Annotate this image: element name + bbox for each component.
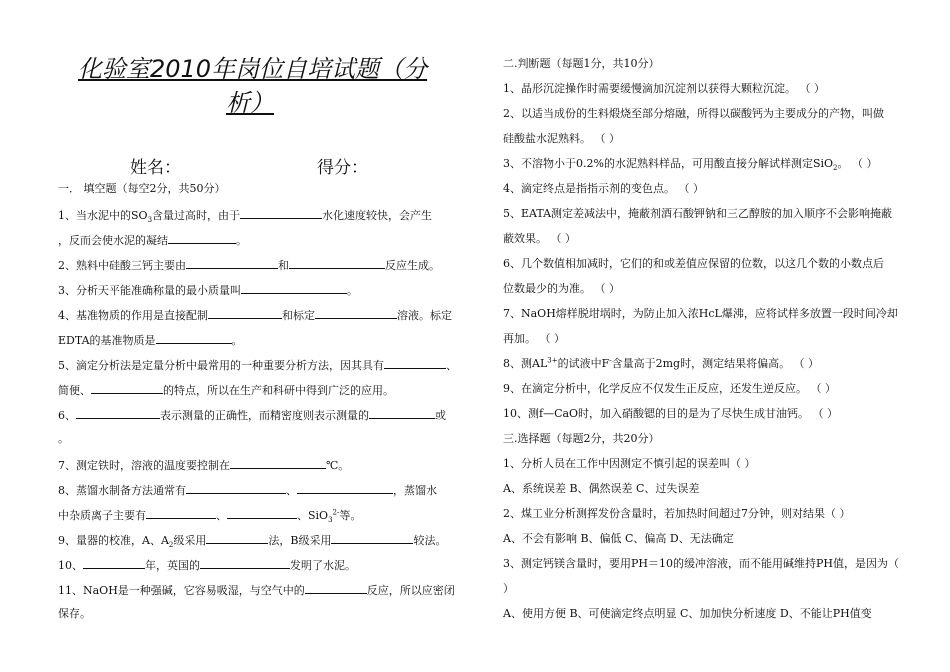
question-2: 2、熟料中硅酸三钙主要由 和 反应生成。	[58, 259, 440, 272]
title-line-1: 化验室2010年岗位自培试题（分	[78, 55, 428, 83]
judge-2-cont: 硅酸盐水泥熟料。 （ ）	[503, 132, 620, 145]
question-6-cont: 。	[58, 432, 69, 445]
judge-1: 1、晶形沉淀操作时需要缓慢滴加沉淀剂以获得大颗粒沉淀。 （ ）	[503, 82, 825, 95]
answer-blank[interactable]	[241, 282, 347, 294]
judge-7-cont: 再加。 （ ）	[503, 332, 565, 345]
answer-blank[interactable]	[146, 507, 216, 519]
judge-10: 10、测f—CaO时，加入硝酸锶的目的是为了尽快生成甘油钙。 （ ）	[503, 407, 839, 420]
score-label: 得分：	[317, 158, 368, 178]
judge-3: 3、不溶物小于0.2%的水泥熟料样品，可用酸直接分解试样测定SiO$_2$。 （ ）	[503, 157, 878, 173]
answer-blank[interactable]	[186, 257, 278, 269]
name-label: 姓名：	[130, 158, 181, 178]
choice-3-options: A、使用方便 B、可使滴定终点明显 C、加加快分析速度 D、不能让PH值变	[503, 607, 872, 620]
section-heading-choice: 三.选择题（每题2分，共20分）	[503, 432, 660, 445]
question-10: 10、 年，英国的 发明了水泥。	[58, 559, 356, 572]
answer-blank[interactable]	[206, 532, 268, 544]
choice-3-cont: ）	[503, 582, 514, 595]
answer-blank[interactable]	[289, 257, 385, 269]
choice-2-options: A、不会有影响 B、偏低 C、偏高 D、无法确定	[503, 532, 734, 545]
question-5: 5、滴定分析法是定量分析中最常用的一种重要分析方法，因其具有 、	[58, 359, 457, 372]
question-8-cont: 中杂质离子主要有 、 、SiO$_3^{2-}$等。	[58, 508, 362, 525]
judge-7: 7、NaOH熔样脱坩埚时，为防止加入浓HcL爆沸，应将试样多放置一段时间冷却	[503, 307, 898, 320]
question-5-cont: 简便、 的特点，所以在生产和科研中得到广泛的应用。	[58, 384, 394, 397]
judge-6-cont: 位数最少的为准。 （ ）	[503, 282, 620, 295]
answer-blank[interactable]	[208, 307, 282, 319]
question-11-cont: 保存。	[58, 607, 91, 620]
answer-blank[interactable]	[186, 482, 286, 494]
answer-blank[interactable]	[369, 407, 435, 419]
question-9: 9、量器的校准，A、$A_2$级采用 法，B级采用 较法。	[58, 534, 447, 550]
choice-1: 1、分析人员在工作中因测定不慎引起的误差叫（ ）	[503, 457, 756, 470]
answer-blank[interactable]	[384, 357, 446, 369]
judge-6: 6、几个数值相加减时，它们的和或差值应保留的位数，以这几个数的小数点后	[503, 257, 884, 270]
answer-blank[interactable]	[200, 557, 290, 569]
question-8: 8、蒸馏水制备方法通常有 、 ，蒸馏水	[58, 484, 437, 497]
title-line-2: 析）	[226, 89, 274, 117]
choice-2: 2、煤工业分析测挥发份含量时，若加热时间超过7分钟，则对结果（ ）	[503, 507, 851, 520]
question-3: 3、分析天平能准确称量的最小质量叫 。	[58, 284, 358, 297]
choice-3: 3、测定钙镁含量时，要用PH＝10的缓冲溶液，而不能用碱维持PH值，是因为（	[503, 557, 899, 570]
section-heading-judge: 二.判断题（每题1分，共10分）	[503, 57, 660, 70]
judge-5-cont: 蔽效果。 （ ）	[503, 232, 576, 245]
section-heading-fill: 一． 填空题（每空2分，共50分）	[58, 182, 226, 195]
question-4: 4、基准物质的作用是直接配制 和标定 溶液。标定	[58, 309, 452, 322]
judge-4: 4、滴定终点是指指示剂的变色点。 （ ）	[503, 182, 704, 195]
document-title	[78, 54, 458, 118]
judge-8: 8、测$AL^{3+}$的试液中F-含量高于2mg时，测定结果将偏高。 （ ）	[503, 356, 820, 370]
answer-blank[interactable]	[227, 507, 297, 519]
judge-2: 2、以适当成份的生料煅烧至部分熔融，所得以碳酸钙为主要成分的产物，叫做	[503, 107, 884, 120]
answer-blank[interactable]	[91, 382, 163, 394]
answer-blank[interactable]	[305, 582, 367, 594]
question-6: 6、 表示测量的正确性，而精密度则表示测量的 或	[58, 409, 446, 422]
question-7: 7、测定铁时，溶液的温度要控制在 ℃。	[58, 459, 350, 472]
question-11: 11、NaOH是一种强碱，它容易吸湿，与空气中的 反应，所以应密闭	[58, 584, 455, 597]
choice-1-options: A、系统误差 B、偶然误差 C、过失误差	[503, 482, 700, 495]
judge-5: 5、EATA测定差减法中，掩蔽剂酒石酸钾钠和三乙醇胺的加入顺序不会影响掩蔽	[503, 207, 893, 220]
answer-blank[interactable]	[168, 232, 236, 244]
question-1: 1、当水泥中的$SO_3$含量过高时，由于 水化速度较快，会产生	[58, 209, 433, 225]
answer-blank[interactable]	[331, 532, 413, 544]
question-1-cont: ，反而会使水泥的凝结 。	[58, 234, 247, 247]
answer-blank[interactable]	[83, 557, 145, 569]
answer-blank[interactable]	[156, 332, 232, 344]
answer-blank[interactable]	[240, 207, 322, 219]
question-4-cont: EDTA的基准物质是 。	[58, 334, 243, 347]
judge-9: 9、在滴定分析中，化学反应不仅发生正反应，还发生逆反应。 （ ）	[503, 382, 836, 395]
answer-blank[interactable]	[230, 457, 326, 469]
answer-blank[interactable]	[315, 307, 397, 319]
answer-blank[interactable]	[76, 407, 160, 419]
answer-blank[interactable]	[297, 482, 393, 494]
